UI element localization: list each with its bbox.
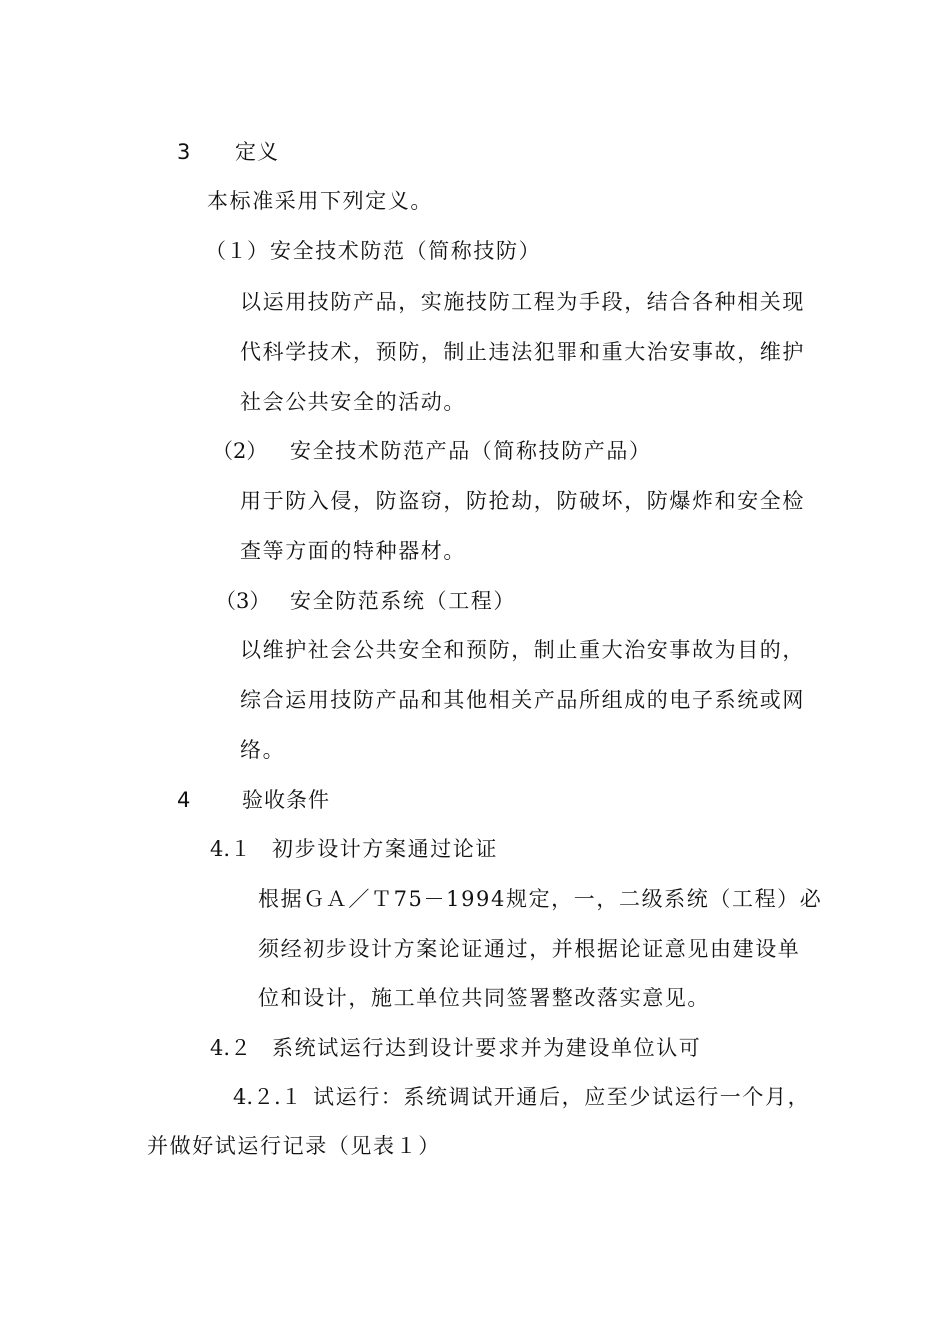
definition-text-line: 社会公共安全的活动。 [240,390,466,414]
definition-term: 安全防范系统（工程） [290,589,516,613]
definition-number: （2） [212,439,268,463]
clause-text: 试运行：系统调试开通后，应至少试运行一个月， [313,1085,811,1109]
clause-continuation: 并做好试运行记录（见表１） [147,1134,441,1158]
clause-number: 4.２.１ [233,1085,302,1109]
section-number: 3 [177,140,191,164]
section-title: 验收条件 [242,788,330,812]
definition-text-line: 以运用技防产品，实施技防工程为手段，结合各种相关现 [240,290,805,314]
subsection-title: 初步设计方案通过论证 [272,837,498,861]
definition-text-line: 以维护社会公共安全和预防，制止重大治安事故为目的， [240,638,805,662]
definition-number: （１） [205,239,268,263]
section-number: 4 [177,788,191,812]
subsection-text-line: 位和设计，施工单位共同签署整改落实意见。 [258,986,710,1010]
definition-text-line: 综合运用技防产品和其他相关产品所组成的电子系统或网 [240,688,805,712]
subsection-number: 4.１ [210,837,252,861]
section-title: 定义 [235,140,279,164]
definition-text-line: 用于防入侵，防盗窃，防抢劫，防破坏，防爆炸和安全检 [240,489,805,513]
definition-number: （3） [215,589,271,613]
definition-term: 安全技术防范（简称技防） [270,239,542,263]
subsection-text-line: 须经初步设计方案论证通过，并根据论证意见由建设单 [258,937,801,961]
definition-text-line: 代科学技术，预防，制止违法犯罪和重大治安事故，维护 [240,340,805,364]
section-intro: 本标准采用下列定义。 [207,189,433,213]
definition-text-line: 络。 [240,738,286,762]
definition-term: 安全技术防范产品（简称技防产品） [290,439,652,463]
subsection-number: 4.２ [210,1036,252,1060]
subsection-text-line: 根据ＧＡ／Ｔ75－1994规定，一，二级系统（工程）必 [258,887,823,911]
subsection-title: 系统试运行达到设计要求并为建设单位认可 [272,1036,702,1060]
definition-text-line: 查等方面的特种器材。 [240,539,466,563]
